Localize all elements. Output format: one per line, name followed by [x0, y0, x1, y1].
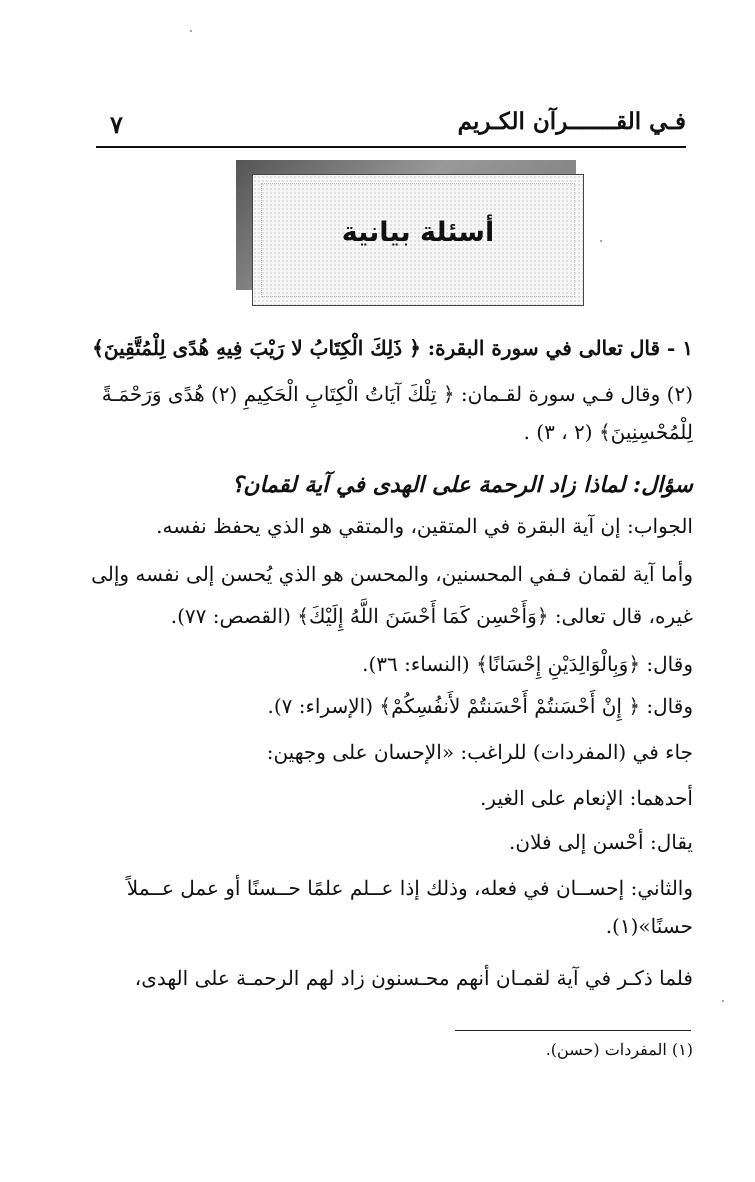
- body-line-7: يقال: أحْسن إلى فلان.: [509, 830, 693, 854]
- page-number: ٧: [110, 110, 123, 139]
- section-title-box: [252, 174, 584, 306]
- verse-line-3: لِلْمُحْسِنِينَ﴾ (٢ ، ٣) .: [523, 420, 693, 444]
- header-title: فـي القـــــــرآن الكـريم: [457, 108, 686, 135]
- scan-speck: [190, 30, 192, 32]
- body-line-3: وقال: ﴿وَبِالْوَالِدَيْنِ إِحْسَانًا﴾ (النساء: ٣٦).: [362, 652, 693, 676]
- scan-speck: [722, 1000, 724, 1002]
- header-rule: [96, 146, 686, 148]
- question-line: سؤال: لماذا زاد الرحمة على الهدى في آية لقمان؟: [231, 472, 693, 498]
- body-line-2: غيره، قال تعالى: ﴿وَأَحْسِن كَمَا أَحْسَنَ اللَّهُ إِلَيْكَ﴾ (القصص: ٧٧).: [170, 604, 693, 628]
- section-title: أسئلة بيانية: [341, 217, 495, 248]
- footnote: (١) المفردات (حسن).: [545, 1040, 693, 1059]
- scan-speck: [600, 240, 602, 242]
- verse-line-2: (٢) وقال فـي سورة لقـمان: ﴿ تِلْكَ آيَاتُ الْكِتَابِ الْحَكِيمِ (٢) هُدًى وَرَحْمَـةً: [101, 382, 693, 406]
- body-line-6: أحدهما: الإنعام على الغير.: [479, 786, 693, 810]
- body-line-9: حسنًا»(١).: [605, 914, 693, 938]
- body-line-10: فلما ذكـر في آية لقمـان أنهم محـسنون زاد لهم الرحمـة على الهدى،: [134, 966, 693, 990]
- answer-line: الجواب: إن آية البقرة في المتقين، والمتقي هو الذي يحفظ نفسه.: [156, 514, 693, 538]
- footnote-rule: [455, 1030, 691, 1031]
- body-line-1: وأما آية لقمان فـفي المحسنين، والمحسن هو الذي يُحسن إلى نفسه وإلى: [91, 562, 693, 586]
- body-line-5: جاء في (المفردات) للراغب: «الإحسان على وجهين:: [266, 740, 693, 764]
- running-header: [96, 108, 686, 144]
- body-line-8: والثاني: إحســان في فعله، وذلك إذا عــلم علمًا حــسنًا أو عمل عــملاً: [126, 876, 693, 900]
- verse-line-1: ١ - قال تعالى في سورة البقرة: ﴿ ذَلِكَ الْكِتَابُ لا رَيْبَ فِيهِ هُدًى لِلْمُتَّقِينَ﴾: [92, 336, 693, 360]
- body-line-4: وقال: ﴿ إِنْ أَحْسَنتُمْ أَحْسَنتُمْ لأَنفُسِكُمْ﴾ (الإسراء: ٧).: [267, 694, 693, 718]
